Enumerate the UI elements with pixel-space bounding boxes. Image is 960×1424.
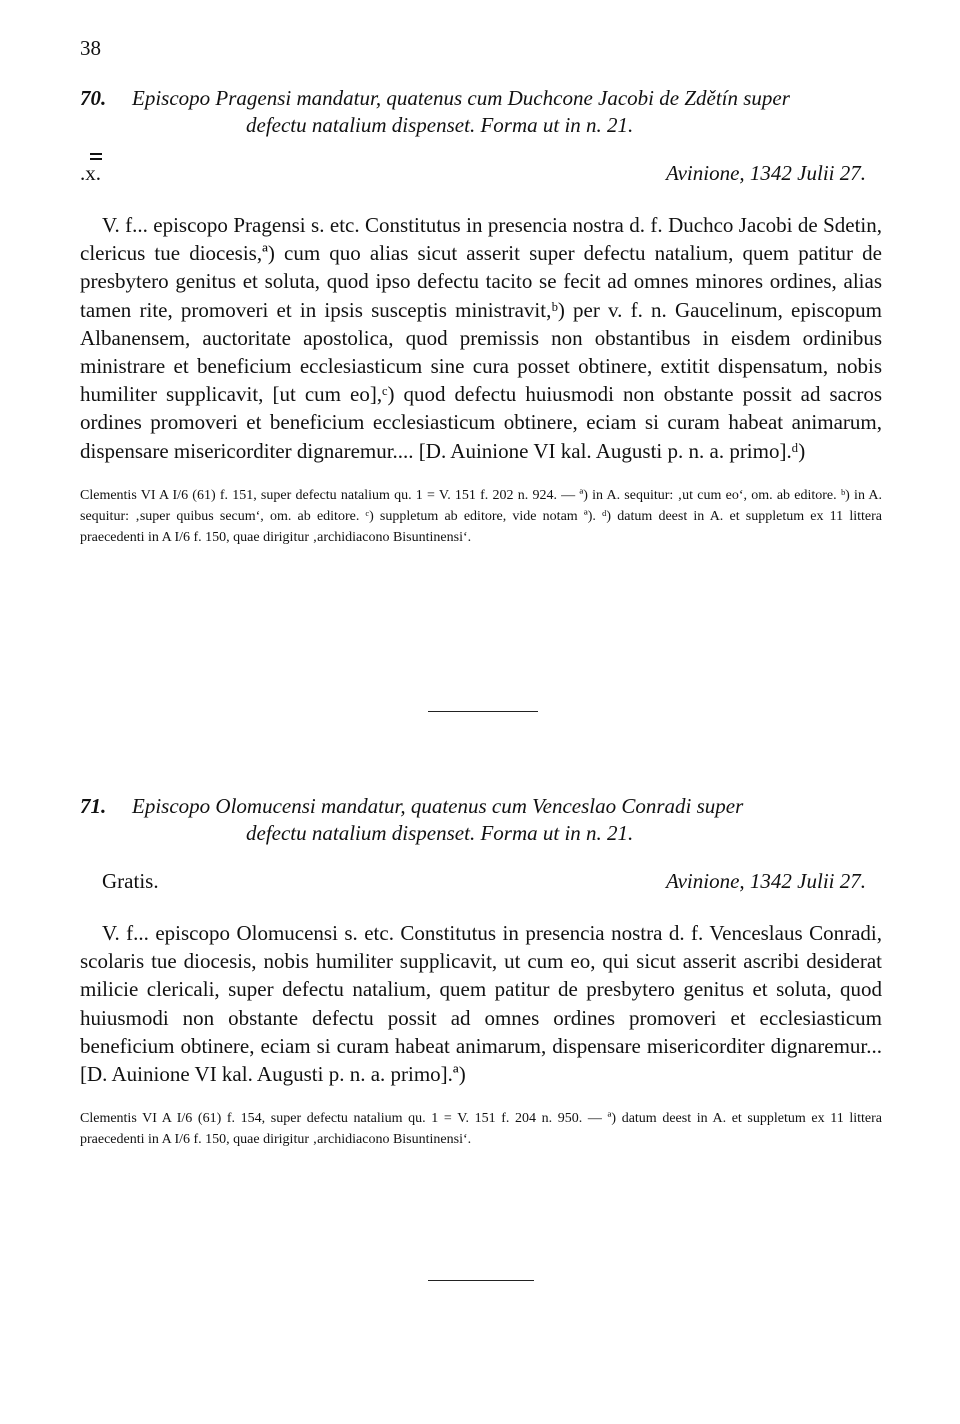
heading-line: Episcopo Pragensi mandatur, quatenus cum Duchcone Jacobi de Zdětín super [132, 86, 790, 110]
entry-number: 70. [80, 86, 107, 110]
entry-footnotes: Clementis VI A I/6 (61) f. 151, super defectu natalium qu. 1 = V. 151 f. 202 n. 924. — ª) in A. sequitur: ‚ut cum eo‘, om. ab editore. ᵇ) in A. sequitur: ‚super quibus secum‘, om. ab editore. ᶜ) suppletum ab editore, vide notam ª). ᵈ) datum deest in A. et suppletum ex 11 littera praecedenti in A I/6 f. 150, quae dirigitur ‚archidiacono Bisuntinensi‘. [80, 487, 882, 545]
dateline [80, 161, 882, 191]
entry-body: V. f... episcopo Pragensi s. etc. Constitutus in presencia nostra d. f. Duchco Jacobi de Sdetin, clericus tue diocesis,ª) cum quo alias sicut asserit super defectu natalium, quem patitur de presbytero genitus et soluta, quod ipso defectu tacito se fecit ad omnes minores ordines, alias tamen rite, promoveri et in ipsis susceptis ministravit,ᵇ) per v. f. n. Gaucelinum, episcopum Albanensem, auctoritate apostolica, quod premissis non obstantibus in eisdem ordinibus ministrare et beneficium ecclesiasticum sine cura posset obtinere, extitit dispensatum, nobis humiliter supplicavit, [ut cum eo],ᶜ) quod defectu huiusmodi non obstante possit ad sacros ordines promoveri et beneficium ecclesiasticum obtinere, eciam si curam habeat animarum, dispensare misericorditer dignaremur.... [D. Auinione VI kal. Augusti p. n. a. primo].ᵈ) [80, 213, 882, 463]
entry-heading [80, 85, 882, 139]
entry-footnotes: Clementis VI A I/6 (61) f. 154, super defectu natalium qu. 1 = V. 151 f. 204 n. 950. — ª) datum deest in A. et suppletum ex 11 littera praecedenti in A I/6 f. 150, quae dirigitur ‚archidiacono Bisuntinensi‘. [80, 1111, 882, 1148]
entry-marker [80, 161, 101, 186]
place-date: Avinione, 1342 Julii 27. [665, 869, 866, 893]
entry-marker: Gratis. [102, 869, 159, 893]
heading-line: defectu natalium dispenset. Forma ut in n. 21. [246, 113, 634, 137]
entry-marker-text: .x. [80, 161, 101, 185]
entry-heading [80, 793, 882, 847]
heading-line: Episcopo Olomucensi mandatur, quatenus cum Venceslao Conradi super [132, 794, 744, 818]
place-date: Avinione, 1342 Julii 27. [665, 161, 866, 185]
dateline [80, 869, 882, 899]
bar-mark-icon [90, 153, 102, 155]
entry-number: 71. [80, 794, 107, 818]
document-entry [80, 793, 882, 1150]
heading-line: defectu natalium dispenset. Forma ut in n. 21. [246, 821, 634, 845]
document-entry [80, 85, 882, 548]
bar-mark-icon [90, 158, 102, 160]
section-divider [428, 711, 538, 712]
section-divider [428, 1280, 534, 1281]
entry-body: V. f... episcopo Olomucensi s. etc. Constitutus in presencia nostra d. f. Venceslaus Conradi, scolaris tue diocesis, nobis humiliter supplicavit, ut cum eo, qui sicut asserit ascribi desiderat milicie clericali, super defectu natalium, quem patitur de presbytero genitus et soluta, quod huiusmodi non obstante defectu possit ad omnes ordines promoveri et ecclesiasticum beneficium obtinere, eciam si curam habeat animarum, dispensare misericorditer dignaremur... [D. Auinione VI kal. Augusti p. n. a. primo].ª) [80, 921, 882, 1087]
page-number: 38 [80, 36, 101, 60]
